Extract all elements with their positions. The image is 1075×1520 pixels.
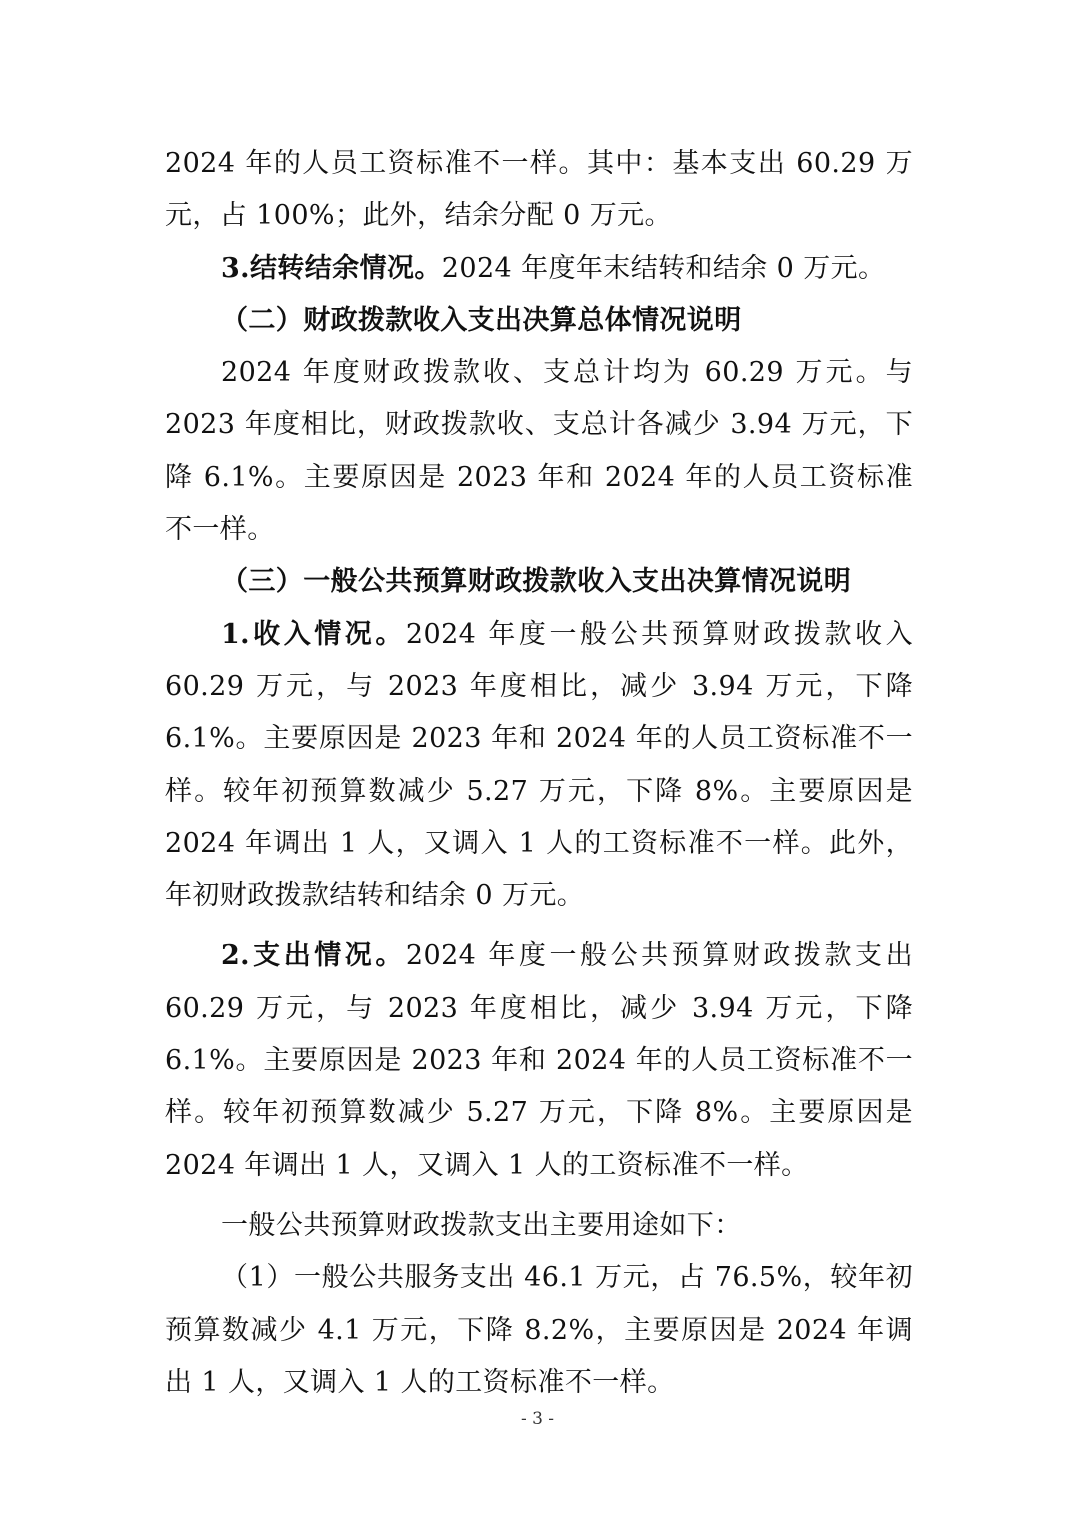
- paragraph-body: 2024 年度年末结转和结余 0 万元。: [441, 252, 886, 284]
- paragraph-lead: 1.收入情况。: [221, 618, 406, 650]
- paragraph-basic-expenditure: 2024 年的人员工资标准不一样。其中：基本支出 60.29 万元，占 100%；此外，结余分配 0 万元。: [165, 148, 913, 232]
- paragraph-expenditure: [165, 930, 913, 1191]
- section-heading-2: （二）财政拨款收入支出决算总体情况说明: [221, 304, 742, 336]
- paragraph-gap: [165, 922, 913, 930]
- section-heading-3: （三）一般公共预算财政拨款收入支出决算情况说明: [221, 566, 852, 598]
- paragraph-gap: [165, 1192, 913, 1200]
- paragraph-income: [165, 609, 913, 923]
- paragraph-body: 2024 年度一般公共预算财政拨款收入 60.29 万元，与 2023 年度相比，减少 3.94 万元，下降 6.1%。主要原因是 2023 年和 2024 年的人员工资标准不一样。较年初预算数减少 5.27 万元，下降 8%。主要原因是 2024 年调出 1 人，又调入 1 人的工资标准不一样。此外，年初财政拨款结转和结余 0 万元。: [165, 618, 913, 912]
- paragraph-public-service: （1）一般公共服务支出 46.1 万元，占 76.5%，较年初预算数减少 4.1 万元，下降 8.2%，主要原因是 2024 年调出 1 人，又调入 1 人的工资标准不一样。: [165, 1262, 913, 1398]
- paragraph-body: 2024 年度一般公共预算财政拨款支出 60.29 万元，与 2023 年度相比，减少 3.94 万元，下降 6.1%。主要原因是 2023 年和 2024 年的人员工资标准不一样。较年初预算数减少 5.27 万元，下降 8%。主要原因是 2024 年调出 1 人，又调入 1 人的工资标准不一样。: [165, 940, 913, 1181]
- paragraph-fiscal-total: 2024 年度财政拨款收、支总计均为 60.29 万元。与 2023 年度相比，财政拨款收、支总计各减少 3.94 万元，下降 6.1%。主要原因是 2023 年和 2024 年的人员工资标准不一样。: [165, 357, 913, 546]
- body-text: [165, 138, 913, 1409]
- paragraph-lead: 3.结转结余情况。: [221, 252, 442, 284]
- page-number: - 3 -: [520, 1409, 555, 1429]
- paragraph-lead: 2.支出情况。: [221, 940, 406, 972]
- paragraph-carryover: [165, 243, 913, 295]
- paragraph-usage-intro: 一般公共预算财政拨款支出主要用途如下：: [221, 1209, 742, 1241]
